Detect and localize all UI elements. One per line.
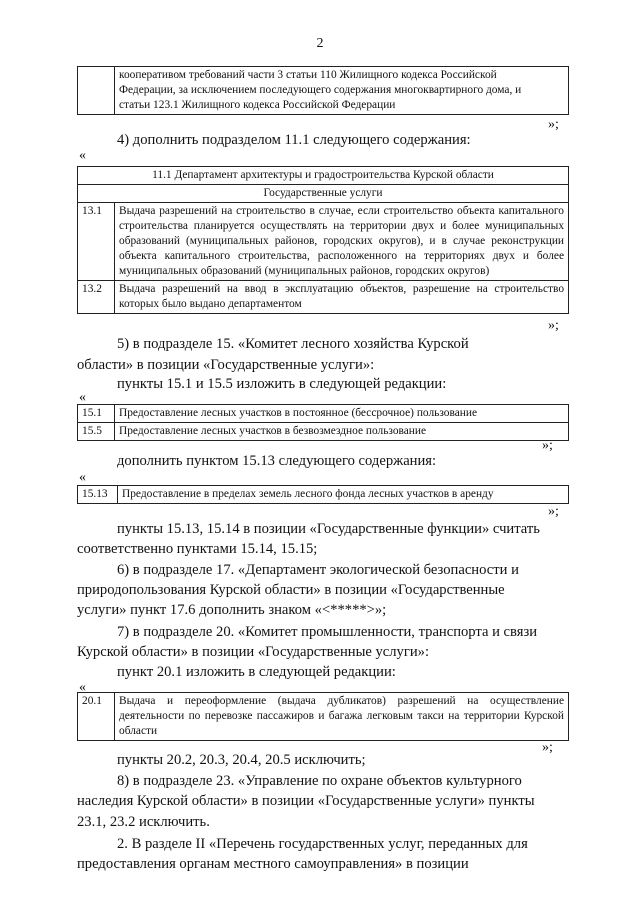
continuation-line: статьи 123.1 Жилищного кодекса Российской Федерации <box>119 99 396 111</box>
continuation-table-num-cell <box>78 67 115 115</box>
item-5-line-3: пункты 15.1 и 15.5 изложить в следующей редакции: <box>117 376 447 392</box>
section-15-table <box>77 404 569 441</box>
continuation-line: Федерации, за исключением последующего содержания многоквартирного дома, и <box>119 84 522 96</box>
exclude-line: пункты 20.2, 20.3, 20.4, 20.5 исключить; <box>117 752 366 768</box>
section-11-1-subtitle: Государственные услуги <box>78 185 569 203</box>
item-4-text: 4) дополнить подразделом 11.1 следующего содержания: <box>117 132 471 148</box>
item-5-line-1: 5) в подразделе 15. «Комитет лесного хозяйства Курской <box>117 336 469 352</box>
continuation-table-text-cell <box>115 67 569 115</box>
row-text: Выдача разрешений на строительство в случае, если строительство объекта капитального строительства планируется осуществлять на территории двух и более муниципальных образований (муниципальных районов, городских округов), и в случае реконструкции объекта капитального строительства, расположенного на территориях двух и более муниципальных образований (муниципальных районов, городских округов) <box>115 203 569 281</box>
opening-quote: « <box>79 680 86 695</box>
opening-quote: « <box>79 390 86 405</box>
row-number: 15.13 <box>78 486 118 504</box>
opening-quote: « <box>79 148 86 163</box>
item-2-line-1: 2. В разделе II «Перечень государственных услуг, переданных для <box>117 836 528 852</box>
table-row <box>78 405 569 423</box>
closing-quote: »; <box>548 318 559 333</box>
closing-quote: »; <box>548 504 559 519</box>
section-11-1-table <box>77 166 569 314</box>
closing-quote: »; <box>548 117 559 132</box>
table-row <box>78 203 569 281</box>
table-row <box>78 281 569 314</box>
closing-quote: »; <box>542 740 553 755</box>
item-7-line-3: пункт 20.1 изложить в следующей редакции: <box>117 664 396 680</box>
item-8-line-2: наследия Курской области» в позиции «Государственные услуги» пункты <box>77 793 535 809</box>
item-8-line-1: 8) в подразделе 23. «Управление по охране объектов культурного <box>117 773 522 789</box>
row-text: Выдача разрешений на ввод в эксплуатацию объектов, разрешение на строительство которых было выдано департаментом <box>115 281 569 314</box>
section-11-1-title: 11.1 Департамент архитектуры и градостроительства Курской области <box>78 167 569 185</box>
continuation-line: кооперативом требований части 3 статьи 110 Жилищного кодекса Российской <box>119 69 497 81</box>
row-15-13-table <box>77 485 569 504</box>
closing-quote: »; <box>542 438 553 453</box>
table-row <box>78 693 569 741</box>
item-7-line-1: 7) в подразделе 20. «Комитет промышленности, транспорта и связи <box>117 624 538 640</box>
table-row <box>78 486 569 504</box>
row-text: Предоставление лесных участков в постоянное (бессрочное) пользование <box>115 405 569 423</box>
row-number: 13.1 <box>78 203 115 281</box>
page-number: 2 <box>316 36 324 51</box>
item-8-line-3: 23.1, 23.2 исключить. <box>77 814 210 830</box>
row-text: Предоставление лесных участков в безвозмездное пользование <box>115 423 569 441</box>
continuation-table <box>77 66 569 115</box>
item-7-line-2: Курской области» в позиции «Государственные услуги»: <box>77 644 430 660</box>
row-number: 20.1 <box>78 693 115 741</box>
renumber-line-1: пункты 15.13, 15.14 в позиции «Государственные функции» считать <box>117 521 540 537</box>
row-text: Выдача и переоформление (выдача дубликатов) разрешений на осуществление деятельности по перевозке пассажиров и багажа легковым такси на территории Курской области <box>115 693 569 741</box>
row-text: Предоставление в пределах земель лесного фонда лесных участков в аренду <box>118 486 569 504</box>
item-6-line-3: услуги» пункт 17.6 дополнить знаком «<*****>»; <box>77 602 387 618</box>
item-2-line-2: предоставления органам местного самоуправления» в позиции <box>77 856 469 872</box>
row-number: 15.1 <box>78 405 115 423</box>
item-5-line-2: области» в позиции «Государственные услуги»: <box>77 357 375 373</box>
add-15-13-text: дополнить пунктом 15.13 следующего содержания: <box>117 453 437 469</box>
item-6-line-1: 6) в подразделе 17. «Департамент экологической безопасности и <box>117 562 519 578</box>
table-row <box>78 423 569 441</box>
renumber-line-2: соответственно пунктами 15.14, 15.15; <box>77 541 318 557</box>
row-20-1-table <box>77 692 569 741</box>
row-number: 13.2 <box>78 281 115 314</box>
opening-quote: « <box>79 470 86 485</box>
row-number: 15.5 <box>78 423 115 441</box>
item-6-line-2: природопользования Курской области» в позиции «Государственные <box>77 582 505 598</box>
